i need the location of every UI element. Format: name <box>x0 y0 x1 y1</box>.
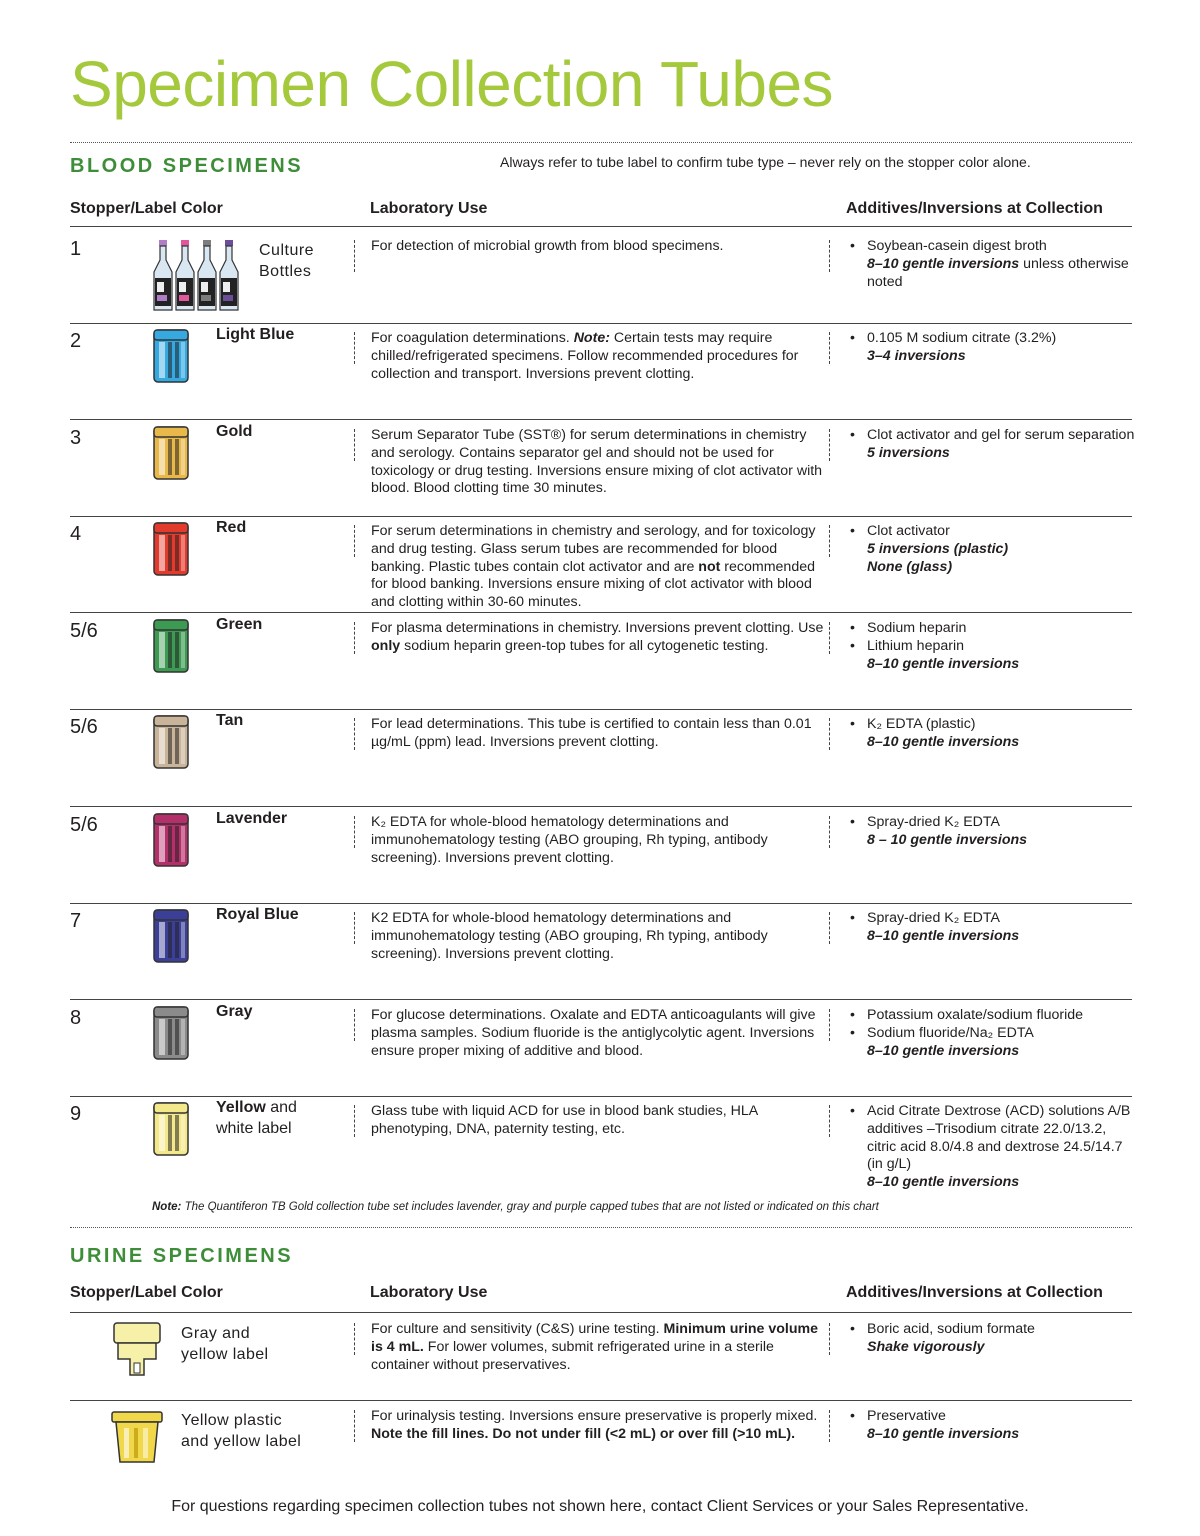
laboratory-use-text <box>371 1103 826 1139</box>
use-text-segment: Minimum urine volume is 4 mL. <box>371 1321 819 1355</box>
section-divider <box>70 142 1132 143</box>
footer-contact-text: For questions regarding specimen collection tubes not shown here, contact Client Services or your Sales Representative. <box>171 1498 1029 1515</box>
inversion-instruction: 8–10 gentle inversions <box>867 1042 1020 1059</box>
tube-color-name: Royal Blue <box>216 906 299 923</box>
laboratory-use-text <box>371 330 826 383</box>
additive-bullet: • Sodium fluoride/Na₂ EDTA <box>845 1025 1135 1043</box>
additive-bullet: • Clot activator <box>845 523 1135 541</box>
row-rule <box>70 806 1132 807</box>
laboratory-use-text <box>371 523 826 612</box>
additives-list <box>845 620 1135 673</box>
column-header-color: Stopper/Label Color <box>70 1284 223 1301</box>
tube-icon <box>152 521 192 577</box>
tube-icon <box>152 1101 192 1157</box>
laboratory-use-text <box>371 427 826 498</box>
tube-icon <box>152 812 192 868</box>
row-rule <box>70 323 1132 324</box>
tube-row <box>70 810 1132 899</box>
inversion-instruction: 8–10 gentle inversions <box>867 1174 1020 1191</box>
column-divider <box>829 1410 830 1442</box>
use-text-segment: For urinalysis testing. Inversions ensure preservative is properly mixed. <box>371 1408 818 1424</box>
column-divider <box>354 240 355 272</box>
column-divider <box>354 622 355 654</box>
laboratory-use-text <box>371 620 826 656</box>
column-divider <box>829 332 830 364</box>
tube-row <box>70 326 1132 415</box>
additives-list <box>845 1103 1135 1192</box>
tube-icon <box>152 328 192 384</box>
tube-color-name: Lavender <box>216 810 288 827</box>
tube-row <box>70 423 1135 512</box>
column-divider <box>354 1105 355 1137</box>
column-divider <box>354 525 355 557</box>
additive-bullet: • Preservative <box>845 1408 1135 1426</box>
additives-list <box>845 523 1135 576</box>
column-divider <box>829 718 830 750</box>
laboratory-use-text <box>371 1408 826 1444</box>
additive-bullet: • Lithium heparin <box>845 638 1135 656</box>
tube-icon <box>152 1005 192 1061</box>
additives-list <box>845 427 1135 463</box>
use-text-segment: For glucose determinations. Oxalate and EDTA anticoagulants will give plasma samples. Sodium fluoride is the antiglycolytic agent. Inversions ensure proper mixing of additive and blood. <box>371 1007 816 1059</box>
column-divider <box>829 622 830 654</box>
row-rule <box>70 709 1132 710</box>
use-text-segment: Certain tests may require chilled/refrigerated specimens. Follow recommended procedures for collection and transport. Inversions prevent clotting. <box>371 330 799 382</box>
row-rule <box>70 419 1132 420</box>
tube-number: 1 <box>70 238 82 260</box>
additive-bullet: • Sodium heparin <box>845 620 1135 638</box>
blood-section-heading: BLOOD SPECIMENS <box>70 155 304 177</box>
inversion-instruction: 8–10 gentle inversions <box>867 655 1020 672</box>
urine-row <box>70 1321 1132 1401</box>
use-text-segment: For detection of microbial growth from blood specimens. <box>371 238 724 254</box>
additives-list <box>845 1007 1135 1060</box>
use-text-segment: K2 EDTA for whole-blood hematology determinations and immunohematology testing (ABO grouping, Rh typing, antibody screening). Inversions prevent clotting. <box>371 910 768 962</box>
column-divider <box>829 912 830 944</box>
tube-icon <box>152 714 192 770</box>
row-rule <box>70 516 1132 517</box>
tube-row <box>70 616 1132 705</box>
tube-color-name: Yellow and white label <box>216 1099 297 1137</box>
laboratory-use-text <box>371 910 826 963</box>
tube-color-name: Tan <box>216 712 244 729</box>
tube-color-name: Light Blue <box>216 326 295 343</box>
additives-list <box>845 814 1135 850</box>
blood-disclaimer: Always refer to tube label to confirm tube type – never rely on the stopper color alone. <box>500 154 1031 170</box>
additive-bullet: • Potassium oxalate/sodium fluoride <box>845 1007 1135 1025</box>
column-divider <box>354 816 355 848</box>
inversion-instruction: 5 inversions (plastic) <box>867 540 1009 557</box>
tube-row <box>70 238 1132 323</box>
container-label-name: Yellow plastic and yellow label <box>181 1412 302 1450</box>
additive-bullet: • Spray-dried K₂ EDTA <box>845 910 1135 928</box>
tube-number: 7 <box>70 910 82 932</box>
tube-number: 4 <box>70 523 82 545</box>
use-text-segment: For plasma determinations in chemistry. Inversions prevent clotting. Use <box>371 620 824 636</box>
laboratory-use-text <box>371 716 826 752</box>
additives-list <box>845 910 1135 946</box>
use-text-segment: K₂ EDTA for whole-blood hematology determinations and immunohematology testing (ABO grouping, Rh typing, antibody screening). Inversions prevent clotting. <box>371 814 768 866</box>
tube-row <box>70 1003 1132 1092</box>
tube-row <box>70 712 1132 801</box>
use-text-segment: recommended for blood banking. Inversions ensure mixing of clot activator with blood and clotting within 30-60 minutes. <box>371 558 815 611</box>
header-rule <box>70 1312 1132 1313</box>
inversion-instruction: 8 – 10 gentle inversions <box>867 831 1028 848</box>
column-divider <box>829 1009 830 1041</box>
column-header-additives: Additives/Inversions at Collection <box>846 200 1103 217</box>
row-rule <box>70 612 1132 613</box>
use-text-segment: For coagulation determinations. <box>371 330 574 346</box>
column-divider <box>354 1410 355 1442</box>
column-divider <box>354 1009 355 1041</box>
page-title: Specimen Collection Tubes <box>70 48 834 120</box>
column-divider <box>354 332 355 364</box>
additives-list <box>845 238 1135 291</box>
tube-number: 5/6 <box>70 814 98 836</box>
use-text-segment: Note the fill lines. Do not under fill (<2 mL) or over fill (>10 mL). <box>371 1425 796 1442</box>
column-divider <box>829 429 830 461</box>
tube-number: 2 <box>70 330 82 352</box>
urine-container-icon <box>110 1408 164 1464</box>
inversion-instruction: 3–4 inversions <box>867 347 966 364</box>
inversion-instruction: 8–10 gentle inversions <box>867 733 1020 750</box>
tube-icon <box>152 425 192 481</box>
tube-row <box>70 1099 1132 1191</box>
additive-bullet: • Soybean-casein digest broth <box>845 238 1135 256</box>
culture-bottles-icon <box>150 238 240 314</box>
column-divider <box>354 1323 355 1355</box>
column-divider <box>829 816 830 848</box>
inversion-instruction: 8–10 gentle inversions <box>867 927 1020 944</box>
inversion-instruction: 8–10 gentle inversions <box>867 1425 1020 1442</box>
additive-bullet: • Boric acid, sodium formate <box>845 1321 1135 1339</box>
use-text-segment: For culture and sensitivity (C&S) urine testing. <box>371 1321 664 1337</box>
tube-number: 5/6 <box>70 620 98 642</box>
additive-bullet: • K₂ EDTA (plastic) <box>845 716 1135 734</box>
tube-color-name: Gold <box>216 423 253 440</box>
tube-row <box>70 519 1132 611</box>
column-divider <box>354 429 355 461</box>
section-divider <box>70 1227 1132 1228</box>
additive-bullet: • Clot activator and gel for serum separation <box>845 427 1135 445</box>
inversion-instruction: None (glass) <box>867 558 953 575</box>
use-text-segment: For lower volumes, submit refrigerated urine in a sterile container without preservatives. <box>371 1338 774 1373</box>
column-divider <box>354 718 355 750</box>
additive-bullet: • Acid Citrate Dextrose (ACD) solutions A/B additives –Trisodium citrate 22.0/13.2, citric acid 8.0/4.8 and dextrose 24.5/14.7 (in g/L) <box>845 1103 1135 1174</box>
tube-icon <box>152 618 192 674</box>
row-rule <box>70 999 1132 1000</box>
row-rule <box>70 1096 1132 1097</box>
column-divider <box>829 1105 830 1137</box>
tube-color-name: Green <box>216 616 263 633</box>
inversion-instruction: Shake vigorously <box>867 1338 985 1355</box>
use-text-segment: Glass tube with liquid ACD for use in blood bank studies, HLA phenotyping, DNA, paternity testing, etc. <box>371 1103 758 1137</box>
additives-list <box>845 330 1135 366</box>
additives-list <box>845 1408 1135 1444</box>
column-divider <box>829 525 830 557</box>
tube-number: 5/6 <box>70 716 98 738</box>
additive-bullet: • 0.105 M sodium citrate (3.2%) <box>845 330 1135 348</box>
laboratory-use-text <box>371 238 826 256</box>
use-text-segment: Serum Separator Tube (SST®) for serum determinations in chemistry and serology. Contains separator gel and should not be used for toxicology or drug testing. Inversions ensure mixing of clot activator with blood. Blood clotting time 30 minutes. <box>371 427 823 497</box>
tube-icon <box>152 908 192 964</box>
inversion-instruction: 5 inversions <box>867 444 950 461</box>
column-header-use: Laboratory Use <box>370 1284 488 1301</box>
additives-list <box>845 1321 1135 1357</box>
column-header-color: Stopper/Label Color <box>70 200 223 217</box>
laboratory-use-text <box>371 1321 826 1374</box>
tube-number: 9 <box>70 1103 82 1125</box>
container-label-name: Gray and yellow label <box>181 1325 269 1363</box>
additive-bullet: • Spray-dried K₂ EDTA <box>845 814 1135 832</box>
tube-number: 8 <box>70 1007 82 1029</box>
tube-color-name: Red <box>216 519 247 536</box>
inversion-instruction: 8–10 gentle inversions unless otherwise noted <box>867 255 1129 290</box>
tube-color-name: Gray <box>216 1003 253 1020</box>
column-header-additives: Additives/Inversions at Collection <box>846 1284 1103 1301</box>
urine-section-heading: URINE SPECIMENS <box>70 1245 294 1267</box>
laboratory-use-text <box>371 814 826 867</box>
urine-row <box>70 1408 1132 1488</box>
column-header-use: Laboratory Use <box>370 200 488 217</box>
use-text-segment: For lead determinations. This tube is certified to contain less than 0.01 µg/mL (ppm) lead. Inversions prevent clotting. <box>371 716 812 750</box>
use-text-segment: For serum determinations in chemistry and serology, and for toxicology and drug testing. Glass serum tubes are recommended for blood banking. Plastic tubes contain clot activator and are <box>371 523 816 575</box>
row-rule <box>70 1400 1132 1401</box>
use-text-segment: sodium heparin green-top tubes for all cytogenetic testing. <box>400 637 769 654</box>
column-divider <box>829 240 830 272</box>
column-divider <box>829 1323 830 1355</box>
tube-row <box>70 906 1132 995</box>
use-text-segment: Note: <box>573 330 610 346</box>
tube-color-name: Culture Bottles <box>259 242 315 280</box>
additives-list <box>845 716 1135 752</box>
use-text-segment: not <box>698 558 721 575</box>
laboratory-use-text <box>371 1007 826 1060</box>
column-divider <box>354 912 355 944</box>
tube-number: 3 <box>70 427 82 449</box>
header-rule <box>70 226 1132 227</box>
use-text-segment: only <box>371 637 401 654</box>
quantiferon-note: Note: The Quantiferon TB Gold collection tube set includes lavender, gray and purple capped tubes that are not listed or indicated on this chart <box>152 1201 879 1213</box>
urine-container-icon <box>110 1321 164 1377</box>
row-rule <box>70 903 1132 904</box>
